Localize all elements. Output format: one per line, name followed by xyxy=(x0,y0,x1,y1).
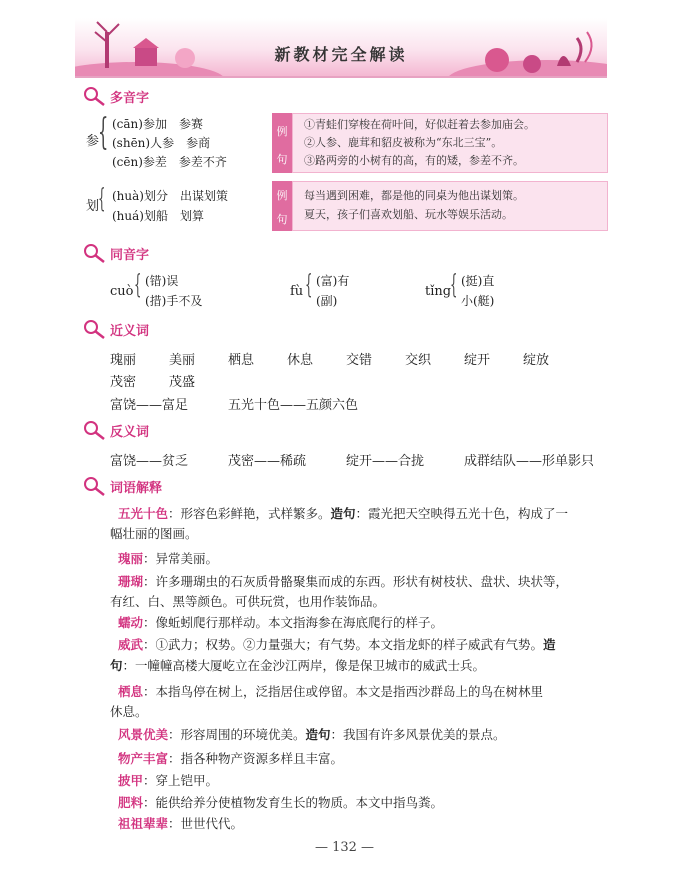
antonym-pair: 富饶——贫乏 xyxy=(110,454,189,469)
synonym-word: 美丽 xyxy=(169,353,196,368)
synonym-word: 休息 xyxy=(287,353,314,368)
glossary-definition: ：穿上铠甲。 xyxy=(143,773,219,788)
glossary-entry xyxy=(118,726,618,743)
homophone-pinyin: fù xyxy=(290,284,304,299)
glossary-entry xyxy=(118,636,618,653)
glossary-entry xyxy=(118,505,618,522)
glossary-definition: ：指各种物产资源多样且丰富。 xyxy=(168,751,344,766)
example-tag: 例 句 xyxy=(272,113,292,173)
glossary-continuation: 有红、白、黑等颜色。可供玩赏，也用作装饰品。 xyxy=(110,594,386,609)
section-heading-synonyms xyxy=(82,319,149,339)
glossary-entry xyxy=(118,794,618,811)
synonym-word: 瑰丽 xyxy=(110,353,137,368)
glossary-continuation: 休息。 xyxy=(110,704,148,719)
brace: { xyxy=(305,270,313,300)
magnifier-icon xyxy=(82,86,106,106)
section-title: 同音字 xyxy=(110,247,150,263)
homophone-word: (错)误 xyxy=(145,274,179,288)
synonym-word: 茂盛 xyxy=(169,375,196,390)
example-label: 造句 xyxy=(330,506,356,521)
antonym-pair: 成群结队——形单影只 xyxy=(464,454,595,469)
magnifier-icon xyxy=(82,476,106,496)
poly-reading: (huà)划分 出谋划策 xyxy=(112,189,228,203)
homophone-word: (措)手不及 xyxy=(145,294,203,308)
poly-char: 参 xyxy=(86,134,100,149)
glossary-continuation: 幅壮丽的图画。 xyxy=(110,526,198,541)
glossary-entry xyxy=(118,815,618,832)
synonym-pair: 五光十色——五颜六色 xyxy=(228,398,359,413)
section-heading-glossary xyxy=(82,476,162,496)
glossary-entry xyxy=(118,573,618,590)
example-tag: 例 句 xyxy=(272,181,292,231)
header-title: 新教材完全解读 xyxy=(274,45,408,64)
section-title: 词语解释 xyxy=(110,480,163,496)
glossary-term: 披甲 xyxy=(118,773,144,788)
brace: { xyxy=(98,112,109,153)
glossary-definition: ：能供给养分使植物发育生长的物质。本文中指鸟粪。 xyxy=(143,795,444,810)
section-title: 反义词 xyxy=(110,424,150,440)
glossary-definition: ：像蚯蚓爬行那样动。本文指海参在海底爬行的样子。 xyxy=(143,615,444,630)
homophone-word: 小(艇) xyxy=(461,294,495,308)
magnifier-icon xyxy=(82,420,106,440)
magnifier-icon xyxy=(82,319,106,339)
glossary-definition: ：本指鸟停在树上，泛指居住或停留。本文是指西沙群岛上的鸟在树林里 xyxy=(143,684,544,699)
glossary-entry xyxy=(118,683,618,700)
glossary-term: 珊瑚 xyxy=(118,574,144,589)
glossary-term: 肥料 xyxy=(118,795,144,810)
glossary-entry xyxy=(118,750,618,767)
glossary-term: 祖祖辈辈 xyxy=(118,816,169,831)
section-heading-homophones xyxy=(82,243,149,263)
antonym-pair: 绽开——合拢 xyxy=(346,454,425,469)
page-number: — 132 — xyxy=(314,840,375,855)
synonym-word: 栖息 xyxy=(228,353,255,368)
example-sentence: 每当遇到困难，都是他的同桌为他出谋划策。 xyxy=(304,189,524,202)
glossary-term: 威武 xyxy=(118,637,144,652)
synonym-pair: 富饶——富足 xyxy=(110,398,189,413)
antonym-pair: 茂密——稀疏 xyxy=(228,454,307,469)
brace: { xyxy=(450,270,458,300)
page-header xyxy=(75,18,607,78)
example-text: ：我国有许多风景优美的景点。 xyxy=(330,727,506,742)
section-heading-antonyms xyxy=(82,420,149,440)
homophone-pinyin: tǐng xyxy=(425,284,452,299)
synonym-word: 绽放 xyxy=(523,353,550,368)
glossary-term: 蠕动 xyxy=(118,615,144,630)
glossary-term: 风景优美 xyxy=(118,727,169,742)
homophone-word: (富)有 xyxy=(316,274,350,288)
glossary-entry xyxy=(118,772,618,789)
homophone-word: (挺)直 xyxy=(461,274,495,288)
glossary-definition: ：形容周围的环境优美。 xyxy=(168,727,306,742)
example-text: ：一幢幢高楼大厦屹立在金沙江两岸，像是保卫城市的威武士兵。 xyxy=(122,658,486,673)
example-text: ：霞光把天空映得五光十色，构成了一 xyxy=(355,506,569,521)
poly-reading: (huá)划船 划算 xyxy=(112,209,204,223)
glossary-definition: ：①武力；权势。②力量强大；有气势。本文指龙虾的样子威武有气势。 xyxy=(143,637,544,652)
section-heading-polyphonic xyxy=(82,86,149,106)
homophone-word: (副) xyxy=(316,294,338,308)
section-title: 近义词 xyxy=(110,323,150,339)
glossary-definition: ：许多珊瑚虫的石灰质骨骼聚集而成的东西。形状有树枝状、盘状、块状等， xyxy=(143,574,569,589)
synonym-word: 交错 xyxy=(346,353,373,368)
example-label: 造 xyxy=(543,637,556,652)
glossary-term: 栖息 xyxy=(118,684,144,699)
glossary-definition: ：异常美丽。 xyxy=(143,551,219,566)
glossary-definition: ：世世代代。 xyxy=(168,816,244,831)
section-title: 多音字 xyxy=(110,90,150,106)
example-label: 句 xyxy=(110,658,123,673)
synonym-word: 绽开 xyxy=(464,353,491,368)
synonym-word: 茂密 xyxy=(110,375,137,390)
example-sentence: ①青蛙们穿梭在荷叶间，好似赶着去参加庙会。 xyxy=(304,118,535,131)
example-sentence: ③路两旁的小树有的高，有的矮，参差不齐。 xyxy=(304,154,524,167)
example-sentence: 夏天，孩子们喜欢划船、玩水等娱乐活动。 xyxy=(304,208,513,221)
glossary-term: 物产丰富 xyxy=(118,751,169,766)
poly-reading: (shēn)人参 参商 xyxy=(112,136,211,150)
glossary-entry xyxy=(118,550,618,567)
glossary-term: 瑰丽 xyxy=(118,551,144,566)
magnifier-icon xyxy=(82,243,106,263)
brace: { xyxy=(134,270,142,300)
example-label: 造句 xyxy=(305,727,331,742)
brace: { xyxy=(98,184,106,214)
glossary-term: 五光十色 xyxy=(118,506,169,521)
synonym-word: 交织 xyxy=(405,353,432,368)
homophone-pinyin: cuò xyxy=(110,284,134,299)
glossary-entry xyxy=(118,614,618,631)
poly-reading: (cēn)参差 参差不齐 xyxy=(112,155,227,169)
poly-reading: (cān)参加 参赛 xyxy=(112,117,203,131)
poly-char: 划 xyxy=(86,199,100,214)
glossary-definition: ：形容色彩鲜艳，式样繁多。 xyxy=(168,506,331,521)
glossary-continuation xyxy=(110,657,610,674)
example-sentence: ②人参、鹿茸和貂皮被称为“东北三宝”。 xyxy=(304,136,503,149)
